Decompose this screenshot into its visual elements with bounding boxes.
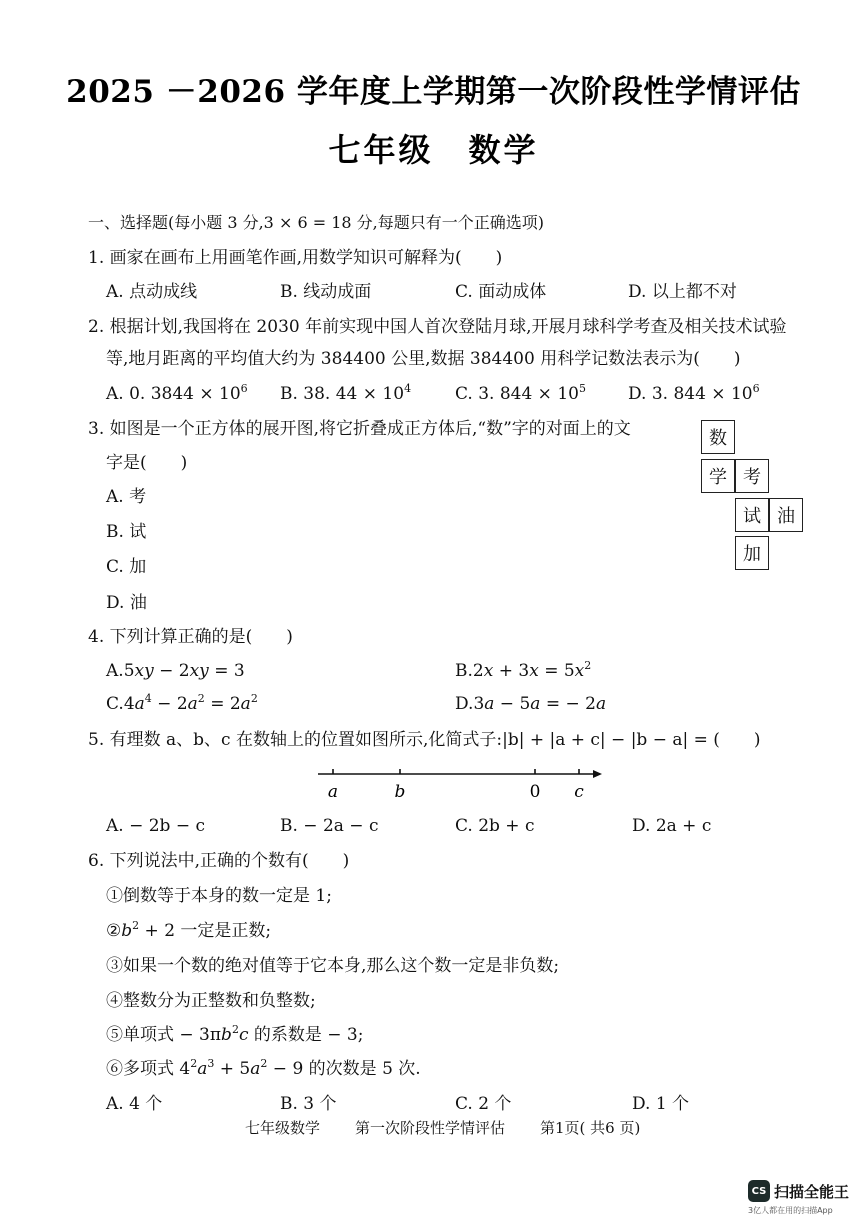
q6-option-d: D. 1 个: [632, 1094, 690, 1114]
q3-option-c: C. 加: [106, 557, 147, 577]
axis-label-zero: 0: [529, 782, 541, 802]
q4-option-d: D.3a − 5a = − 2a: [455, 694, 607, 714]
q4-option-b: $B.2x + 3x = 5x^2$: [455, 659, 592, 681]
q6-statement-2: $②b^2 + 2$ 一定是正数;: [106, 919, 272, 941]
cube-net-face-shi: 试: [735, 498, 769, 532]
q6-statement-5: ⑤单项式 − $3\pi b^2c$ 的系数是 − 3;: [106, 1023, 364, 1045]
q2-option-b: B. 38. $44 \times 10^4$: [280, 382, 412, 404]
watermark-tagline: 3亿人都在用的扫描App: [748, 1206, 833, 1215]
footer-assessment: 第一次阶段性学情评估: [355, 1119, 506, 1137]
q1-option-d: D. 以上都不对: [628, 282, 737, 302]
axis-label-c: c: [574, 782, 584, 802]
question-6-stem: 6. 下列说法中,正确的个数有( ): [88, 851, 350, 871]
q2-option-d: D. 3. $844 \times 10^6$: [628, 382, 760, 404]
section-heading: 一、选择题(每小题 3 分,3 × 6 = 18 分,每题只有一个正确选项): [88, 213, 544, 232]
question-3-line2: 字是( ): [106, 453, 188, 473]
scanner-watermark: [748, 1180, 853, 1220]
question-3-line1: 3. 如图是一个正方体的展开图,将它折叠成正方体后,“数”字的对面上的文: [88, 419, 631, 439]
footer-page-number: 第1页( 共6 页): [540, 1119, 641, 1137]
question-2-line2: 等,地月距离的平均值大约为 384400 公里,数据 384400 用科学记数法表示为( ): [106, 349, 741, 369]
q4-option-c: $C.4a^4 - 2a^2 = 2a^2$: [106, 692, 258, 714]
q5-option-c: C. 2b + c: [455, 816, 535, 836]
watermark-app-name: 扫描全能王: [774, 1183, 850, 1201]
question-2-line1: 2. 根据计划,我国将在 2030 年前实现中国人首次登陆月球,开展月球科学考查及相关技术试验: [88, 317, 787, 337]
q4-option-a: A.5xy − 2xy = 3: [106, 661, 245, 681]
cube-net-face-xue: 学: [701, 459, 735, 493]
q6-option-b: B. 3 个: [280, 1094, 337, 1114]
q5-option-d: D. 2a + c: [632, 816, 712, 836]
cube-net-face-jia: 加: [735, 536, 769, 570]
question-5-stem: 5. 有理数 a、b、c 在数轴上的位置如图所示,化简式子:|b| + |a + c| − |b − a| = ( ): [88, 730, 761, 750]
q2-option-a: A. 0. $3844 \times 10^6$: [106, 382, 248, 404]
q6-statement-4: ④整数分为正整数和负整数;: [106, 991, 316, 1011]
q3-option-b: B. 试: [106, 522, 147, 542]
q6-option-a: A. 4 个: [106, 1094, 163, 1114]
q6-option-c: C. 2 个: [455, 1094, 512, 1114]
exam-title: 2025 －2026 学年度上学期第一次阶段性学情评估: [66, 74, 801, 110]
cube-net-face-shu: 数: [701, 420, 735, 454]
q1-option-b: B. 线动成面: [280, 282, 372, 302]
q5-option-a: A. − 2b − c: [106, 816, 206, 836]
q6-statement-3: ③如果一个数的绝对值等于它本身,那么这个数一定是非负数;: [106, 956, 560, 976]
cube-net-face-kao: 考: [735, 459, 769, 493]
axis-label-a: a: [327, 782, 339, 802]
footer-grade: 七年级数学: [245, 1119, 321, 1137]
number-line-diagram: [315, 762, 615, 806]
q1-option-c: C. 面动成体: [455, 282, 547, 302]
q1-option-a: A. 点动成线: [106, 282, 198, 302]
axis-label-b: b: [394, 782, 406, 802]
number-line-arrow: [593, 770, 602, 778]
cube-net-face-you: 油: [769, 498, 803, 532]
q2-option-c: C. 3. $844 \times 10^5$: [455, 382, 586, 404]
camscanner-logo-icon: CS: [748, 1180, 770, 1202]
question-1-stem: 1. 画家在画布上用画笔作画,用数学知识可解释为( ): [88, 248, 503, 268]
q6-statement-1: ①倒数等于本身的数一定是 1;: [106, 886, 332, 906]
q6-statement-6: ⑥多项式 $4^2a^3 + 5a^2 - 9$ 的次数是 5 次.: [106, 1057, 421, 1079]
exam-subtitle: 七年级 数学: [328, 131, 539, 169]
q3-option-d: D. 油: [106, 593, 147, 613]
question-4-stem: 4. 下列计算正确的是( ): [88, 627, 293, 647]
q5-option-b: B. − 2a − c: [280, 816, 379, 836]
q3-option-a: A. 考: [106, 487, 147, 507]
